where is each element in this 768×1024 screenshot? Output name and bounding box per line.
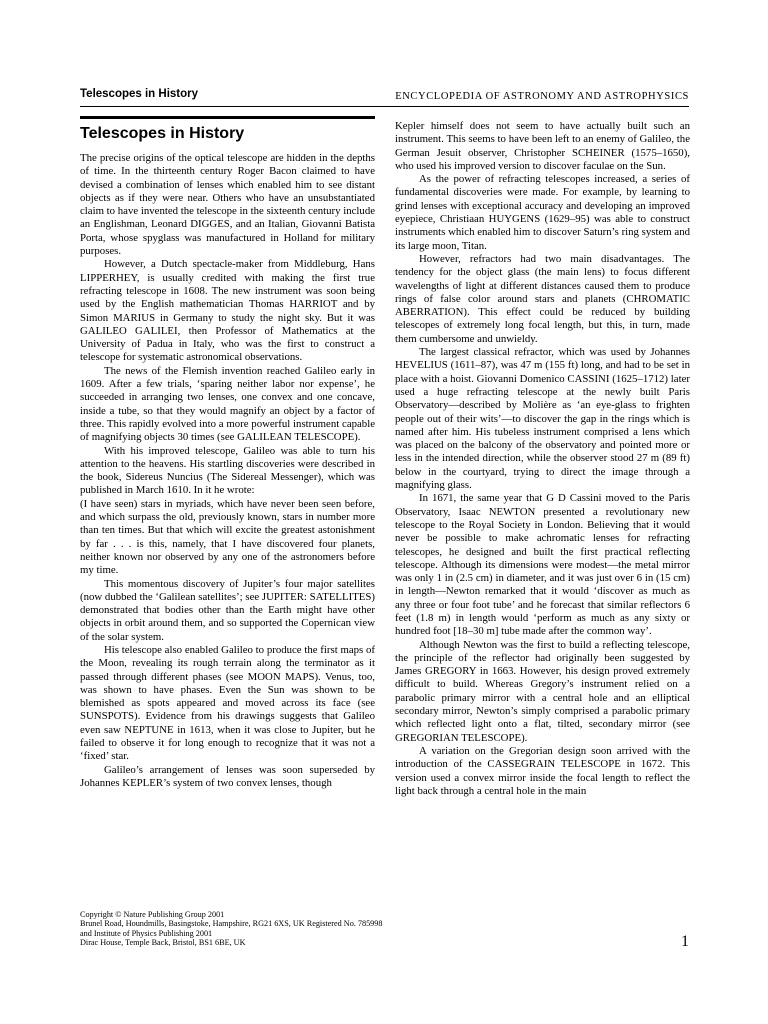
paragraph: Galileo’s arrangement of lenses was soon superseded by Johannes KEPLER’s system of two convex lenses, though xyxy=(80,763,375,789)
paragraph: In 1671, the same year that G D Cassini moved to the Paris Observatory, Isaac NEWTON presented a revolutionary new telescope to the Royal Society in London. Believing that it would never be possible to make achromatic lenses for refracting telescopes, he designed and built the first practical reflecting telescope. Although its dimensions were modest—the metal mirror was only 1 in (2.5 cm) in diameter, and it was just over 6 in (15 cm) in length—Newton remarked that it would ‘discover as much as any three or four foot tube’ and he forecast that similar reflectors 6 feet (1.8 m) in length would ‘perform as much as any sixty or hundred foot [18–30 m] tube made after the common way’. xyxy=(395,492,690,638)
footer-line: Copyright © Nature Publishing Group 2001 xyxy=(80,910,225,919)
footer-line: and Institute of Physics Publishing 2001 xyxy=(80,928,213,938)
copyright-footer xyxy=(80,910,382,948)
paragraph: The largest classical refractor, which was used by Johannes HEVELIUS (1611–87), was 47 m (155 ft) long, and had to be set in place with a hoist. Giovanni Domenico CASSINI (1625–1712) later used a huge refracting telescope at the newly built Paris Observatory—described by Molière as ‘an eye-glass to frighten people out of their wits’—to discover the gap in the rings which is named after him. His tubeless instrument comprised a lens which was placed on the balcony of the observatory and pointed more or less in the intended direction, while the observer stood 27 m (89 ft) below in the courtyard, trying to direct the image through a magnifying glass. xyxy=(395,346,690,492)
paragraph: As the power of refracting telescopes increased, a series of fundamental discoveries were made. For example, by learning to grind lenses with exceptional accuracy and developing an improved eyepiece, Christiaan HUYGENS (1629–95) was able to construct instruments which enabled him to discover Saturn’s ring system and its large moon, Titan. xyxy=(395,173,690,252)
running-header-publication: ENCYCLOPEDIA OF ASTRONOMY AND ASTROPHYSICS xyxy=(395,91,689,102)
paragraph: However, refractors had two main disadvantages. The tendency for the object glass (the main lens) to focus different wavelengths of light at different distances caused them to produce rings of false color around stars and planets (CHROMATIC ABERRATION). This effect could be reduced by building telescopes of extremely long focal length, but this, in turn, made them cumbersome and unwieldy. xyxy=(395,252,690,345)
page-number: 1 xyxy=(681,933,689,950)
running-header-title: Telescopes in History xyxy=(80,88,199,100)
paragraph: However, a Dutch spectacle-maker from Middleburg, Hans LIPPERHEY, is usually credited with making the first true refracting telescope in 1608. The new instrument was soon being used by the English mathematician Thomas HARRIOT and by Simon MARIUS in Germany to study the night sky. But it was GALILEO GALILEI, then Professor of Mathematics at the University of Padua in Italy, who was the first to construct a telescope for systematic astronomical observations. xyxy=(80,258,375,364)
title-rule xyxy=(80,116,375,119)
left-column xyxy=(80,116,375,790)
paragraph: A variation on the Gregorian design soon arrived with the introduction of the CASSEGRAIN TELESCOPE in 1672. This version used a convex mirror inside the focal length to reflect the light back through a central hole in the main xyxy=(395,744,690,797)
paragraph: Kepler himself does not seem to have actually built such an instrument. This seems to have been left to an enemy of Galileo, the German Jesuit observer, Christopher SCHEINER (1575–1650), who used his improved version to discover faculae on the Sun. xyxy=(395,120,690,172)
paragraph: With his improved telescope, Galileo was able to turn his attention to the heavens. His startling discoveries were described in the book, Sidereus Nuncius (The Sidereal Messenger), which was published in March 1610. In it he wrote: xyxy=(80,444,375,497)
footer-line: Dirac House, Temple Back, Bristol, BS1 6BE, UK xyxy=(80,938,246,948)
footer-line: Brunel Road, Houndmills, Basingstoke, Hampshire, RG21 6XS, UK Registered No. 785998 xyxy=(80,919,383,929)
paragraph: His telescope also enabled Galileo to produce the first maps of the Moon, revealing its rough terrain along the terminator as it passed through different phases (see MOON MAPS). Venus, too, was shown to have phases. Even the Sun was shown to be blemished as spots appeared and moved across its face (see SUNSPOTS). Evidence from his drawings suggests that Galileo even saw NEPTUNE in 1613, when it was close to Jupiter, but he failed to observe it for long enough to recognize that it was not a ‘fixed’ star. xyxy=(80,643,375,763)
right-column xyxy=(395,120,690,798)
article-title: Telescopes in History xyxy=(80,125,245,142)
paragraph: This momentous discovery of Jupiter’s four major satellites (now dubbed the ‘Galilean satellites’; see JUPITER: SATELLITES) demonstrated that bodies other than the Earth might have other objects in orbit around them, and so supported the Copernican view of the solar system. xyxy=(80,577,375,643)
paragraph: The precise origins of the optical telescope are hidden in the depths of time. In the thirteenth century Roger Bacon claimed to have devised a combination of lenses which enabled him to see distant objects as if they were near. Others who have an unsubstantiated claim to have invented the telescope in the sixteenth century include an Englishman, Leonard DIGGES, and an Italian, Giovanni Batista Porta, whose spyglass was manufactured in Holland for military purposes. xyxy=(80,152,376,258)
paragraph: Although Newton was the first to build a reflecting telescope, the principle of the reflector had originally been suggested by James GREGORY in 1663. However, his design proved extremely difficult to build. Whereas Gregory’s instrument relied on a parabolic primary mirror with a central hole and an elliptical secondary mirror, Newton’s simply comprised a parabolic primary which reflected light onto a flat, tilted, secondary mirror (see GREGORIAN TELESCOPE). xyxy=(395,638,690,744)
header-rule xyxy=(80,106,689,107)
paragraph: The news of the Flemish invention reached Galileo early in 1609. After a few trials, ‘sparing neither labor nor expense’, he succeeded in arranging two lenses, one convex and one concave, inside a tube, so that they would magnify an object by a factor of three. This rapidly evolved into a more powerful instrument capable of magnifying objects 30 times (see GALILEAN TELESCOPE). xyxy=(80,364,375,444)
block-quote: (I have seen) stars in myriads, which have never been seen before, and which surpass the old, previously known, stars in number more than ten times. But that which will excite the greatest astonishment by far . . . is this, namely, that I have discovered four planets, neither known nor observed by any one of the astronomers before my time. xyxy=(80,497,375,577)
